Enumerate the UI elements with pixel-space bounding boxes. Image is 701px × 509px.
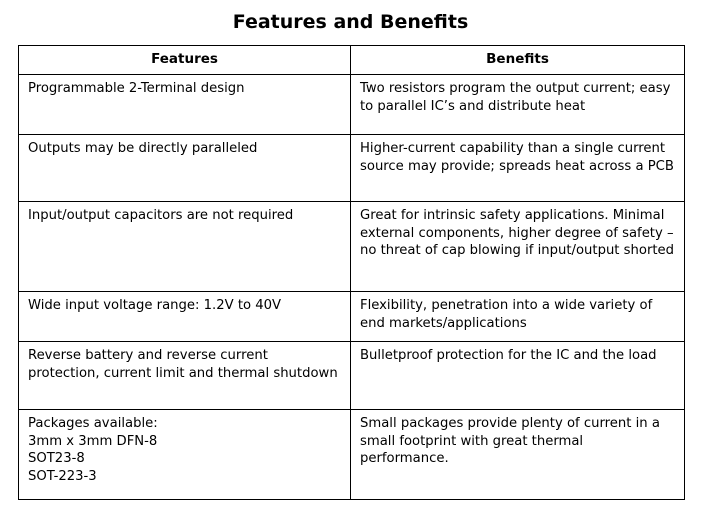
benefit-cell: Flexibility, penetration into a wide variety of end markets/applications — [351, 292, 685, 342]
feature-cell: Outputs may be directly paralleled — [19, 135, 351, 202]
benefit-cell: Small packages provide plenty of current in a small footprint with great thermal performance. — [351, 410, 685, 500]
features-benefits-table — [18, 45, 685, 500]
table-row — [19, 202, 685, 292]
feature-cell: Input/output capacitors are not required — [19, 202, 351, 292]
benefit-cell: Two resistors program the output current; easy to parallel IC’s and distribute heat — [351, 75, 685, 135]
table-row — [19, 410, 685, 500]
benefit-cell: Great for intrinsic safety applications. Minimal external components, higher degree of safety – no threat of cap blowing if input/output shorted — [351, 202, 685, 292]
slide-title: Features and Benefits — [232, 11, 469, 33]
feature-cell: Programmable 2-Terminal design — [19, 75, 351, 135]
table-row — [19, 75, 685, 135]
benefit-cell: Higher-current capability than a single current source may provide; spreads heat across a PCB — [351, 135, 685, 202]
benefits-header: Benefits — [351, 46, 685, 75]
table-row — [19, 292, 685, 342]
features-header: Features — [19, 46, 351, 75]
feature-cell: Wide input voltage range: 1.2V to 40V — [19, 292, 351, 342]
table-row — [19, 135, 685, 202]
feature-cell: Packages available: 3mm x 3mm DFN-8 SOT23-8 SOT-223-3 — [19, 410, 351, 500]
table-header-row — [19, 46, 685, 75]
benefit-cell: Bulletproof protection for the IC and the load — [351, 342, 685, 410]
feature-cell: Reverse battery and reverse current protection, current limit and thermal shutdown — [19, 342, 351, 410]
table-row — [19, 342, 685, 410]
